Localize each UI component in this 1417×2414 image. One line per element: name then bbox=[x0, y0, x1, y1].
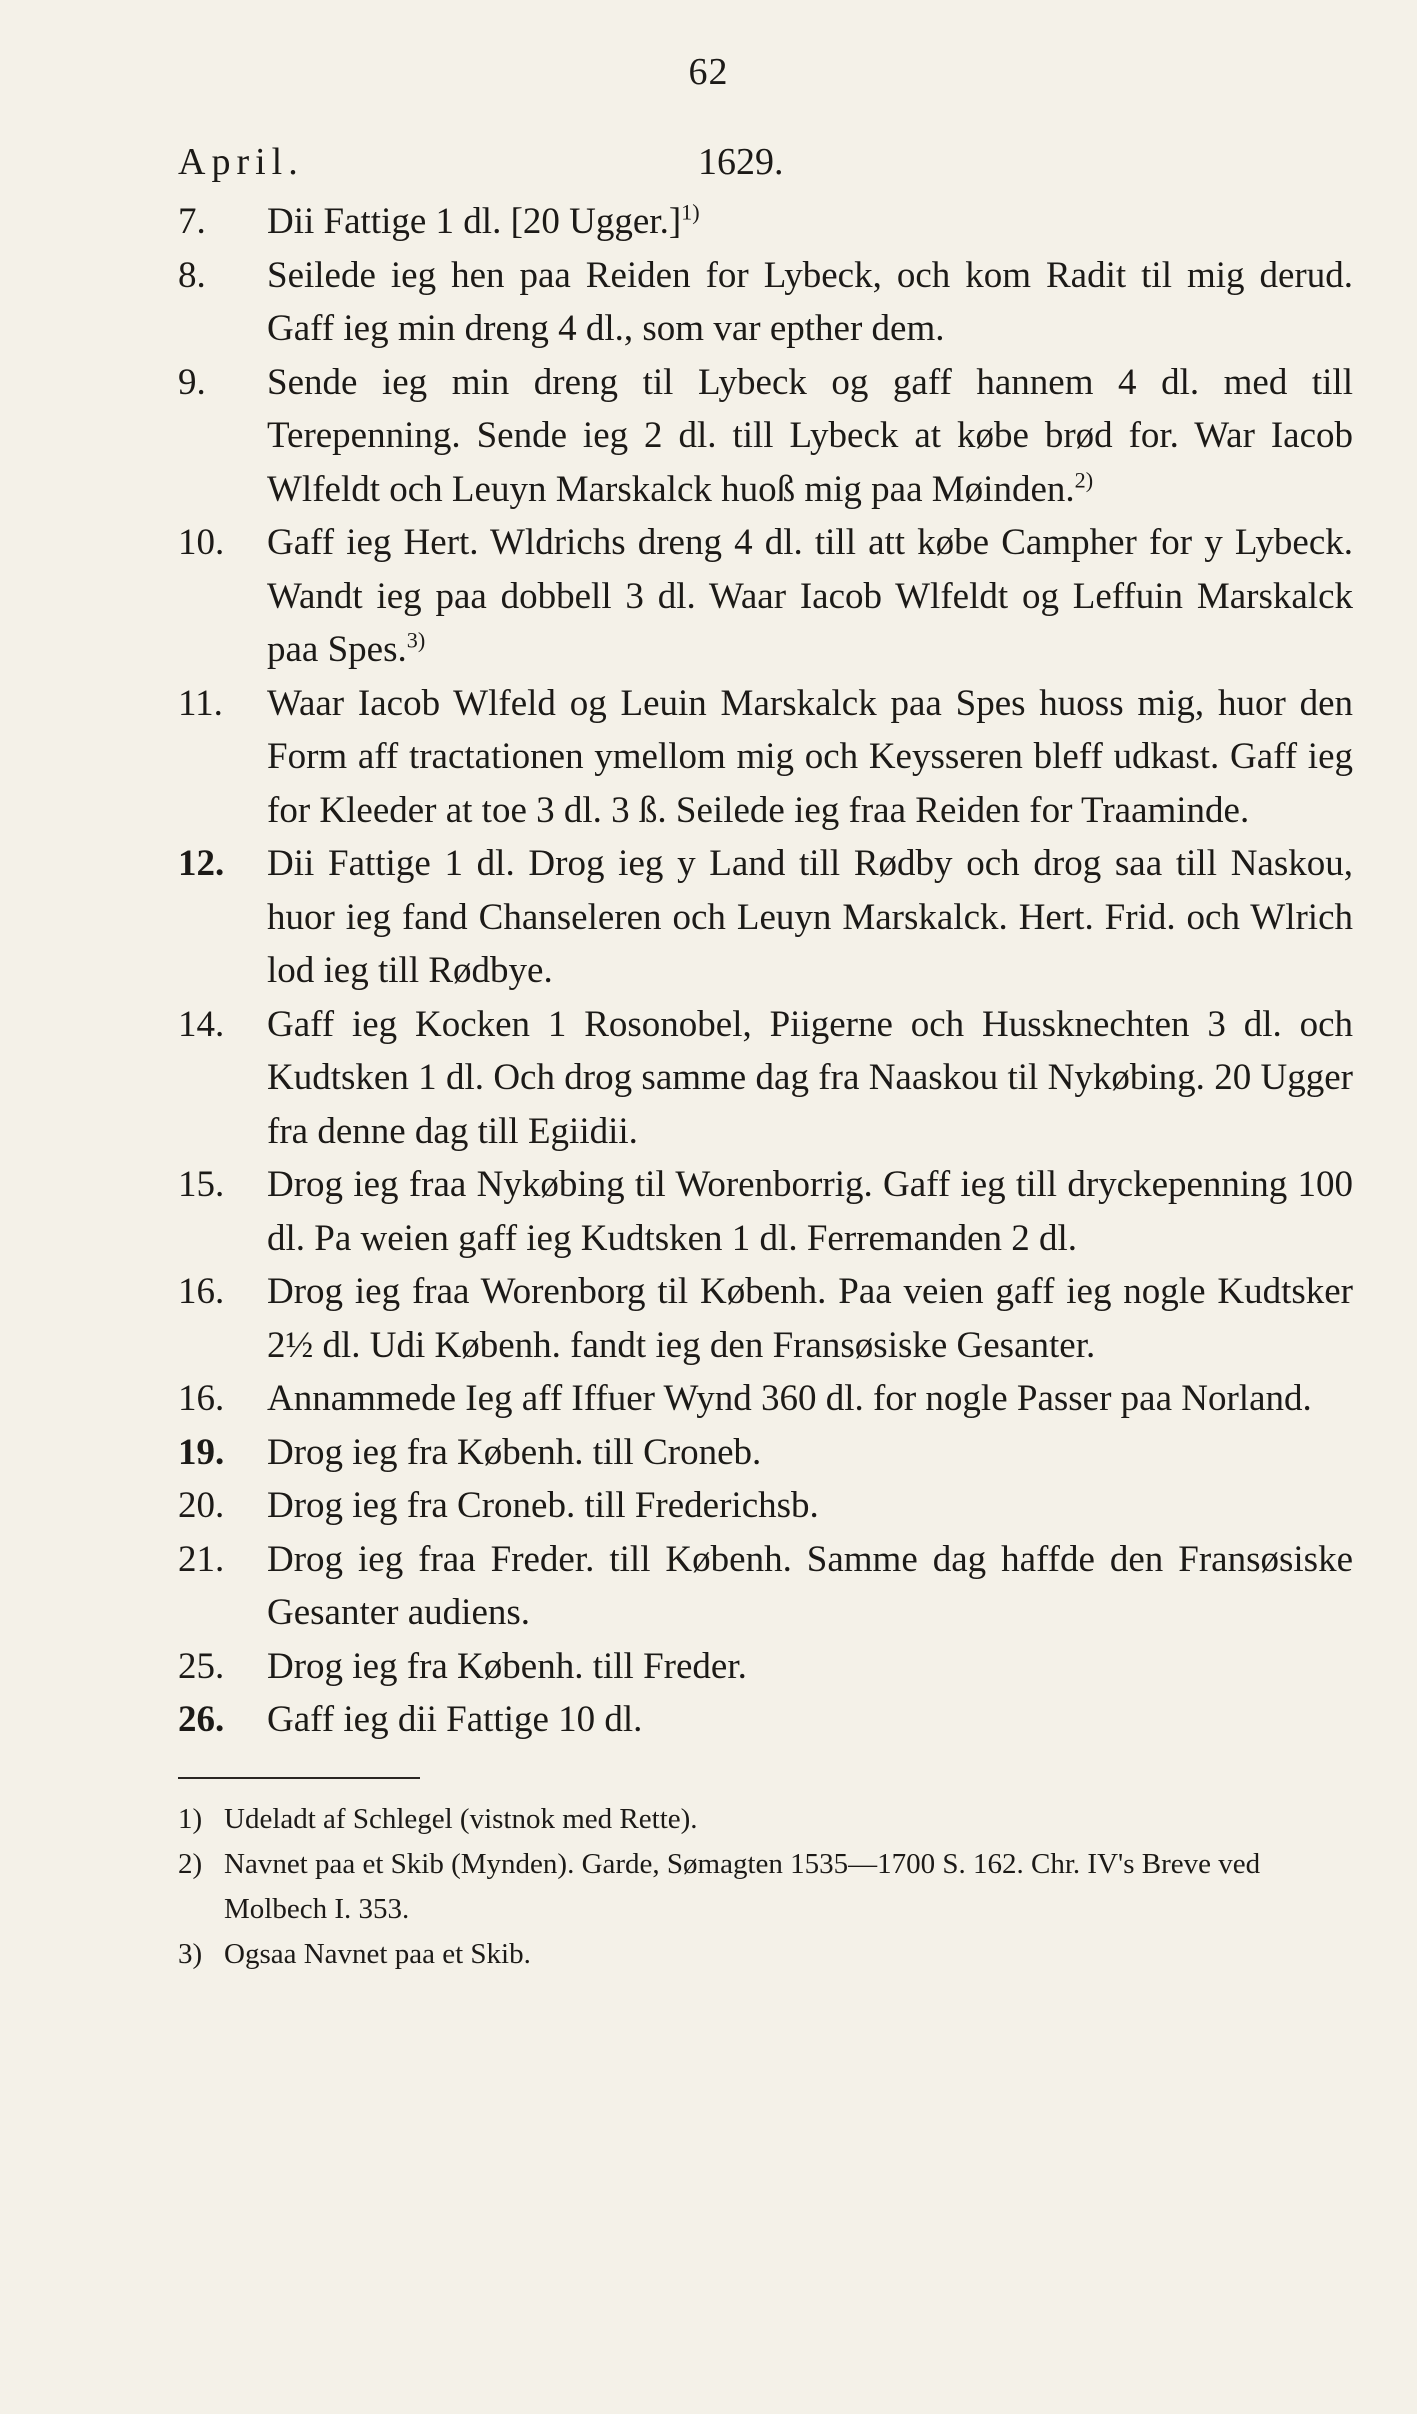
diary-entry bbox=[178, 1265, 1353, 1372]
entry-text: Dii Fattige 1 dl. Drog ieg y Land till Rødby och drog saa till Naskou, huor ieg fand Chanseleren och Leuyn Marskalck. Hert. Frid. och Wlrich lod ieg till Rødbye. bbox=[267, 843, 1353, 991]
entry-day: 8. bbox=[178, 254, 206, 296]
month-heading: April. bbox=[178, 141, 304, 183]
footnote bbox=[178, 1842, 1353, 1932]
footnote-text: Udeladt af Schlegel (vistnok med Rette). bbox=[224, 1802, 698, 1835]
entry-text: Drog ieg fraa Worenborg til Københ. Paa veien gaff ieg nogle Kudtsker 2½ dl. Udi Københ. fandt ieg den Fransøsiske Gesanter. bbox=[267, 1271, 1353, 1366]
entry-day: 11. bbox=[178, 682, 223, 724]
entry-text: Gaff ieg dii Fattige 10 dl. bbox=[267, 1699, 643, 1740]
footnote-ref: 3) bbox=[406, 627, 426, 653]
footnote-mark: 1) bbox=[178, 1802, 203, 1835]
entry-day: 20. bbox=[178, 1485, 225, 1526]
entry-day: 7. bbox=[178, 201, 206, 242]
diary-entry bbox=[178, 1372, 1353, 1426]
entry-text: Dii Fattige 1 dl. [20 Ugger.] bbox=[267, 201, 682, 242]
footnote-divider bbox=[178, 1777, 420, 1779]
footnote-mark: 3) bbox=[178, 1937, 203, 1970]
entry-text: Drog ieg fra Croneb. till Frederichsb. bbox=[267, 1485, 819, 1526]
footnote bbox=[178, 1797, 1353, 1842]
diary-entry bbox=[178, 1693, 1353, 1747]
diary-entry bbox=[178, 356, 1353, 517]
entry-text: Drog ieg fra Københ. till Croneb. bbox=[267, 1431, 762, 1473]
diary-entry bbox=[178, 249, 1353, 356]
diary-entry bbox=[178, 516, 1353, 677]
entry-text: Gaff ieg Hert. Wldrichs dreng 4 dl. till att købe Campher for y Lybeck. Wandt ieg paa dobbell 3 dl. Waar Iacob Wlfeldt og Leffuin Marskalck paa Spes. bbox=[267, 522, 1353, 670]
page-number: 62 bbox=[688, 51, 729, 93]
entry-text: Waar Iacob Wlfeld og Leuin Marskalck paa Spes huoss mig, huor den Form aff tractationen ymellom mig och Keysseren bleff udkast. Gaff ieg for Kleeder at toe 3 dl. 3 ß. Seilede ieg fraa Reiden for Traaminde. bbox=[267, 682, 1353, 831]
entry-day: 21. bbox=[178, 1538, 225, 1580]
entry-day: 12. bbox=[178, 843, 225, 884]
diary-entry bbox=[178, 1640, 1353, 1694]
footnote-text: Navnet paa et Skib (Mynden). Garde, Sømagten 1535—1700 S. 162. Chr. IV's Breve ved Molbech I. 353. bbox=[224, 1847, 1261, 1925]
entry-day: 26. bbox=[178, 1699, 225, 1740]
entry-day: 10. bbox=[178, 522, 225, 563]
entry-text: Drog ieg fraa Nykøbing til Worenborrig. Gaff ieg till dryckepenning 100 dl. Pa weien gaff ieg Kudtsken 1 dl. Ferremanden 2 dl. bbox=[267, 1164, 1353, 1259]
entry-day: 9. bbox=[178, 361, 206, 403]
footnote-ref: 1) bbox=[681, 199, 700, 225]
footnote-text: Ogsaa Navnet paa et Skib. bbox=[224, 1937, 531, 1970]
diary-entry bbox=[178, 998, 1353, 1159]
diary-entry bbox=[178, 1479, 1353, 1533]
entry-day: 25. bbox=[178, 1645, 225, 1687]
entry-text: Annammede Ieg aff Iffuer Wynd 360 dl. for nogle Passer paa Norland. bbox=[267, 1378, 1312, 1419]
diary-entry bbox=[178, 1426, 1353, 1480]
entry-day: 16. bbox=[178, 1271, 225, 1312]
entry-day: 16. bbox=[178, 1378, 225, 1419]
diary-entry bbox=[178, 677, 1353, 838]
diary-entry bbox=[178, 837, 1353, 998]
footnote-ref: 2) bbox=[1074, 467, 1094, 493]
footnotes bbox=[178, 1797, 1353, 1977]
entry-day: 15. bbox=[178, 1164, 225, 1205]
diary-entry bbox=[178, 1533, 1353, 1640]
entry-text: Gaff ieg Kocken 1 Rosonobel, Piigerne och Hussknechten 3 dl. och Kudtsken 1 dl. Och drog samme dag fra Naaskou til Nykøbing. 20 Ugger fra denne dag till Egiidii. bbox=[267, 1003, 1353, 1152]
diary-entries bbox=[178, 195, 1353, 1977]
footnote-mark: 2) bbox=[178, 1847, 203, 1880]
entry-day: 19. bbox=[178, 1431, 225, 1473]
diary-entry bbox=[178, 1158, 1353, 1265]
entry-text: Seilede ieg hen paa Reiden for Lybeck, och kom Radit til mig derud. Gaff ieg min dreng 4 dl., som var epther dem. bbox=[267, 254, 1353, 349]
footnote bbox=[178, 1932, 1353, 1977]
entry-text: Drog ieg fra Københ. till Freder. bbox=[267, 1645, 747, 1687]
entry-day: 14. bbox=[178, 1003, 225, 1045]
running-header bbox=[178, 140, 1078, 188]
entry-text: Drog ieg fraa Freder. till Københ. Samme dag haffde den Fransøsiske Gesanter audiens. bbox=[267, 1538, 1353, 1633]
year-heading: 1629. bbox=[698, 141, 784, 183]
entry-text: Sende ieg min dreng til Lybeck og gaff hannem 4 dl. med till Terepenning. Sende ieg 2 dl. till Lybeck at købe brød for. War Iacob Wlfeldt och Leuyn Marskalck huoß mig paa Møinden. bbox=[267, 361, 1353, 510]
diary-entry bbox=[178, 195, 1353, 249]
